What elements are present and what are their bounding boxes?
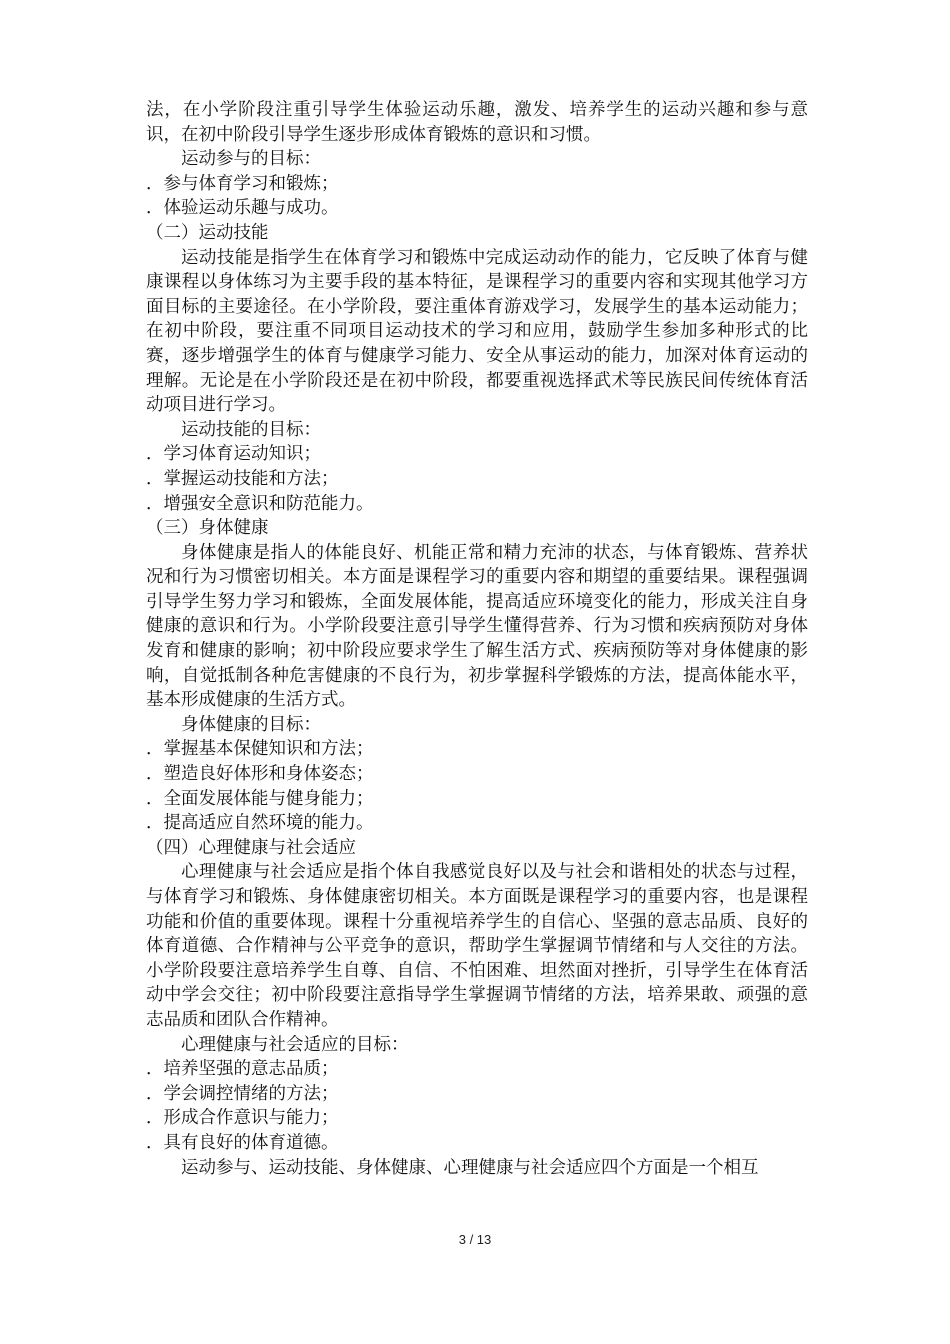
section-goal-label: 运动参与的目标： xyxy=(181,149,321,170)
list-item: ．塑造良好体形和身体姿态； xyxy=(146,764,374,785)
section-heading: （二）运动技能 xyxy=(146,222,269,243)
list-item: ．具有良好的体育道德。 xyxy=(146,1132,339,1153)
section-goal-label: 心理健康与社会适应的目标： xyxy=(181,1034,409,1055)
list-item: ．全面发展体能与健身能力； xyxy=(146,788,374,809)
paragraph: 运动技能是指学生在体育学习和锻炼中完成运动动作的能力，它反映了体育与健康课程以身体练习为主要手段的基本特征，是课程学习的重要内容和实现其他学习方面目标的主要途径。在小学阶段，要注重体育游戏学习，发展学生的基本运动能力；在初中阶段，要注重不同项目运动技术的学习和应用，鼓励学生参加多种形式的比赛，逐步增强学生的体育与健康学习能力、安全从事运动的能力，加深对体育运动的理解。无论是在小学阶段还是在初中阶段，都要重视选择武术等民族民间传统体育活动项目进行学习。 xyxy=(146,247,808,416)
paragraph: 心理健康与社会适应是指个体自我感觉良好以及与社会和谐相处的状态与过程，与体育学习和锻炼、身体健康密切相关。本方面既是课程学习的重要内容，也是课程功能和价值的重要体现。课程十分重视培养学生的自信心、坚强的意志品质、良好的体育道德、合作精神与公平竞争的意识，帮助学生掌握调节情绪和与人交往的方法。小学阶段要注意培养学生自尊、自信、不怕困难、坦然面对挫折，引导学生在体育活动中学会交往；初中阶段要注意指导学生掌握调节情绪的方法，培养果敢、顽强的意志品质和团队合作精神。 xyxy=(146,862,808,1030)
section-goal-label: 身体健康的目标： xyxy=(181,714,321,735)
paragraph: 运动参与、运动技能、身体健康、心理健康与社会适应四个方面是一个相互 xyxy=(181,1157,759,1178)
list-item: ．学会调控情绪的方法； xyxy=(146,1083,339,1104)
list-item: ．增强安全意识和防范能力。 xyxy=(146,493,374,514)
list-item: ．掌握运动技能和方法； xyxy=(146,468,339,489)
section-heading: （四）心理健康与社会适应 xyxy=(146,837,356,858)
paragraph-continuation: 法，在小学阶段注重引导学生体验运动乐趣，激发、培养学生的运动兴趣和参与意识，在初中阶段引导学生逐步形成体育锻炼的意识和习惯。 xyxy=(146,100,808,145)
list-item: ．体验运动乐趣与成功。 xyxy=(146,198,339,219)
section-goal-label: 运动技能的目标： xyxy=(181,419,321,440)
document-body xyxy=(146,98,808,1180)
section-heading: （三）身体健康 xyxy=(146,518,269,539)
list-item: ．参与体育学习和锻炼； xyxy=(146,173,339,194)
page-number: 3 / 13 xyxy=(458,1232,492,1247)
paragraph: 身体健康是指人的体能良好、机能正常和精力充沛的状态，与体育锻炼、营养状况和行为习惯密切相关。本方面是课程学习的重要内容和期望的重要结果。课程强调引导学生努力学习和锻炼，全面发展体能，提高适应环境变化的能力，形成关注自身健康的意识和行为。小学阶段要注意引导学生懂得营养、行为习惯和疾病预防对身体发育和健康的影响；初中阶段应要求学生了解生活方式、疾病预防等对身体健康的影响，自觉抵制各种危害健康的不良行为，初步掌握科学锻炼的方法，提高体能水平，基本形成健康的生活方式。 xyxy=(146,542,808,711)
list-item: ．提高适应自然环境的能力。 xyxy=(146,813,374,834)
list-item: ．学习体育运动知识； xyxy=(146,444,321,465)
list-item: ．形成合作意识与能力； xyxy=(146,1108,339,1129)
list-item: ．培养坚强的意志品质； xyxy=(146,1059,339,1080)
list-item: ．掌握基本保健知识和方法； xyxy=(146,739,374,760)
